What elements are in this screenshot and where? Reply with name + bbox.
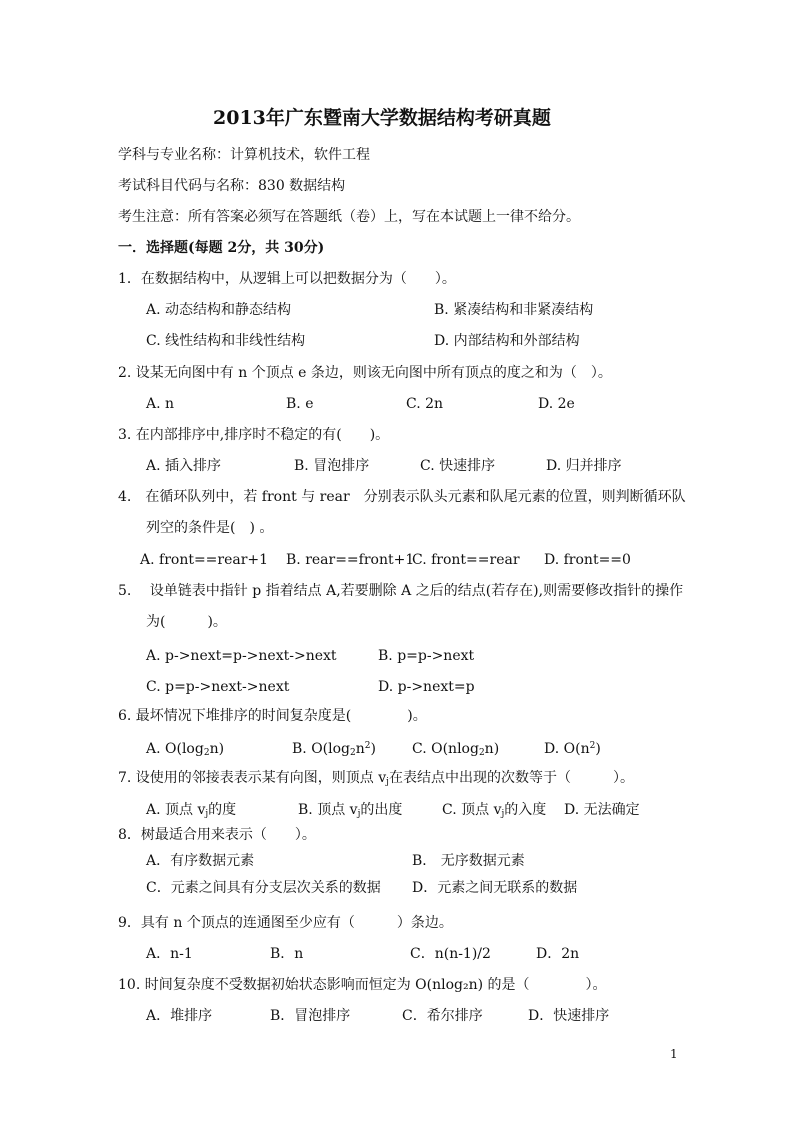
question-10-stem: 10. 时间复杂度不受数据初始状态影响而恒定为 O(nlog₂n) 的是（ ）。 — [118, 977, 607, 993]
q5-option-c: C. p=p->next->next — [146, 679, 290, 695]
page-number: 1 — [670, 1047, 678, 1061]
q7-option-a: A. 顶点 $v_j$的度 — [146, 802, 237, 819]
q3-option-d: D. 归并排序 — [546, 458, 622, 474]
question-2-stem: 2. 设某无向图中有 n 个顶点 e 条边，则该无向图中所有顶点的度之和为（ ）。 — [118, 365, 612, 381]
q6-option-a: A. $O(\log_2n)$ — [146, 741, 225, 758]
q6-option-b: B. $O(\log_2n^2)$ — [292, 741, 376, 758]
q1-option-b: B. 紧凑结构和非紧凑结构 — [434, 302, 594, 318]
q4-option-c: C. front==rear — [412, 552, 520, 568]
question-1-stem: 1．在数据结构中，从逻辑上可以把数据分为（ ）。 — [118, 271, 456, 287]
q4-option-a: A. front==rear+1 — [140, 552, 269, 568]
q7-option-b: B. 顶点 $v_j$的出度 — [298, 802, 403, 819]
q10-option-c: C．希尔排序 — [402, 1008, 483, 1024]
q7-option-d: D. 无法确定 — [564, 802, 640, 818]
question-5-stem: 5. 设单链表中指针 p 指着结点 A,若要删除 A 之后的结点(若存在),则需要修改指针的操作 — [118, 583, 684, 599]
question-4-stem: 4. 在循环队列中，若 front 与 rear 分别表示队头元素和队尾元素的位置，则判断循环队 — [118, 489, 686, 505]
q2-option-c: C. 2n — [406, 396, 444, 412]
q8-option-d: D．元素之间无联系的数据 — [412, 880, 578, 896]
subject-line: 学科与专业名称：计算机技术，软件工程 — [118, 147, 370, 163]
q5-option-d: D. p->next=p — [378, 679, 475, 695]
q6-option-d: D. $O(n^2)$ — [544, 741, 601, 757]
q8-option-a: A．有序数据元素 — [146, 853, 255, 869]
q2-option-b: B. e — [286, 396, 314, 412]
question-4-stem-cont: 列空的条件是( ) 。 — [146, 520, 274, 536]
q5-option-a: A. p->next=p->next->next — [146, 648, 337, 664]
exam-title: 2013年广东暨南大学数据结构考研真题 — [213, 107, 551, 129]
q3-option-a: A. 插入排序 — [146, 458, 222, 474]
q4-option-b: B. rear==front+1 — [286, 552, 415, 568]
q5-option-b: B. p=p->next — [378, 648, 475, 664]
question-8-stem: 8．树最适合用来表示（ ）。 — [118, 827, 316, 843]
q4-option-d: D. front==0 — [544, 552, 631, 568]
subject-code-line: 考试科目代码与名称：830 数据结构 — [118, 178, 346, 194]
q6-option-c: C. O(nlog$_2$n) — [412, 741, 500, 758]
question-3-stem: 3. 在内部排序中,排序时不稳定的有( )。 — [118, 427, 390, 443]
question-5-stem-cont: 为( )。 — [146, 614, 227, 630]
q1-option-d: D. 内部结构和外部结构 — [434, 333, 580, 349]
q9-option-a: A．n-1 — [146, 946, 193, 962]
q9-option-b: B．n — [270, 946, 304, 962]
question-6-stem: 6. 最坏情况下堆排序的时间复杂度是( )。 — [118, 708, 427, 724]
q7-option-c: C. 顶点 $v_j$的入度 — [442, 802, 547, 819]
q2-option-d: D. 2e — [538, 396, 575, 412]
notice-line: 考生注意：所有答案必须写在答题纸（卷）上，写在本试题上一律不给分。 — [118, 209, 580, 225]
q10-option-d: D．快速排序 — [528, 1008, 610, 1024]
q9-option-c: C．n(n-1)/2 — [410, 946, 491, 962]
q2-option-a: A. n — [146, 396, 175, 412]
q10-option-b: B．冒泡排序 — [270, 1008, 351, 1024]
section-heading: 一．选择题(每题 2分，共 30分) — [118, 240, 325, 256]
q8-option-b: B． 无序数据元素 — [412, 853, 525, 869]
q3-option-b: B. 冒泡排序 — [294, 458, 370, 474]
q1-option-a: A. 动态结构和静态结构 — [146, 302, 292, 318]
question-7-stem: 7. 设使用的邻接表表示某有向图，则顶点 $v_j$在表结点中出现的次数等于（ ）。 — [118, 770, 634, 787]
q1-option-c: C. 线性结构和非线性结构 — [146, 333, 306, 349]
q8-option-c: C．元素之间具有分支层次关系的数据 — [146, 880, 381, 896]
q3-option-c: C. 快速排序 — [420, 458, 496, 474]
q9-option-d: D．2n — [536, 946, 580, 962]
q10-option-a: A．堆排序 — [146, 1008, 213, 1024]
question-9-stem: 9．具有 n 个顶点的连通图至少应有（ ）条边。 — [118, 915, 453, 931]
